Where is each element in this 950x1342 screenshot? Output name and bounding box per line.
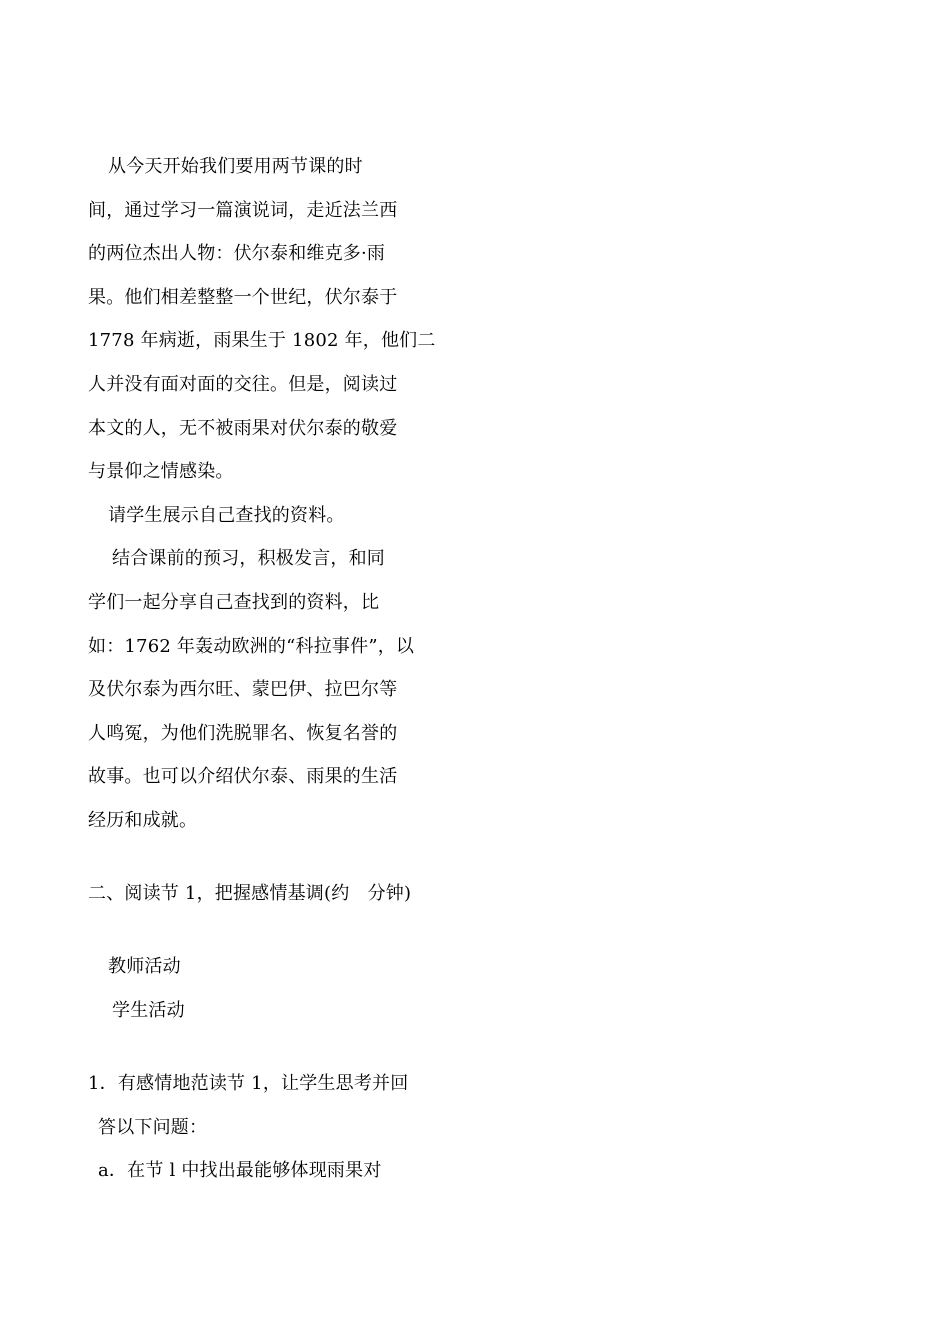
intro-line-2: 间，通过学习一篇演说词，走近法兰西	[88, 200, 398, 221]
students-line-3: 如：1762 年轰动欧洲的“科拉事件”，以	[88, 636, 415, 657]
intro-line-4: 果。他们相差整整一个世纪，伏尔泰于	[88, 287, 398, 308]
students-line-2: 学们一起分享自己查找到的资料，比	[88, 592, 380, 613]
label-teacher-activity: 教师活动	[108, 956, 181, 977]
students-line-7: 经历和成就。	[88, 810, 198, 831]
item-1-line-2: 答以下问题：	[98, 1117, 208, 1138]
intro-line-6: 人并没有面对面的交往。但是，阅读过	[88, 374, 398, 395]
students-line-1: 结合课前的预习，积极发言，和同	[112, 548, 385, 569]
intro-line-3: 的两位杰出人物：伏尔泰和维克多·雨	[88, 243, 386, 264]
students-line-6: 故事。也可以介绍伏尔泰、雨果的生活	[88, 766, 398, 787]
students-line-4: 及伏尔泰为西尔旺、蒙巴伊、拉巴尔等	[88, 679, 398, 700]
students-line-5: 人鸣冤，为他们洗脱罪名、恢复名誉的	[88, 723, 398, 744]
intro-line-7: 本文的人，无不被雨果对伏尔泰的敬爱	[88, 418, 398, 439]
intro-line-1: 从今天开始我们要用两节课的时	[108, 156, 363, 177]
item-a: a．在节 l 中找出最能够体现雨果对	[98, 1160, 382, 1181]
intro-line-8: 与景仰之情感染。	[88, 461, 234, 482]
intro-line-5: 1778 年病逝，雨果生于 1802 年，他们二	[88, 330, 436, 351]
item-1-line-1: 1．有感情地范读节 1，让学生思考并回	[88, 1073, 409, 1094]
teacher-prompt: 请学生展示自己查找的资料。	[108, 505, 345, 526]
label-student-activity: 学生活动	[112, 1000, 185, 1021]
section-heading: 二、阅读节 1，把握感情基调(约 分钟)	[88, 883, 412, 904]
